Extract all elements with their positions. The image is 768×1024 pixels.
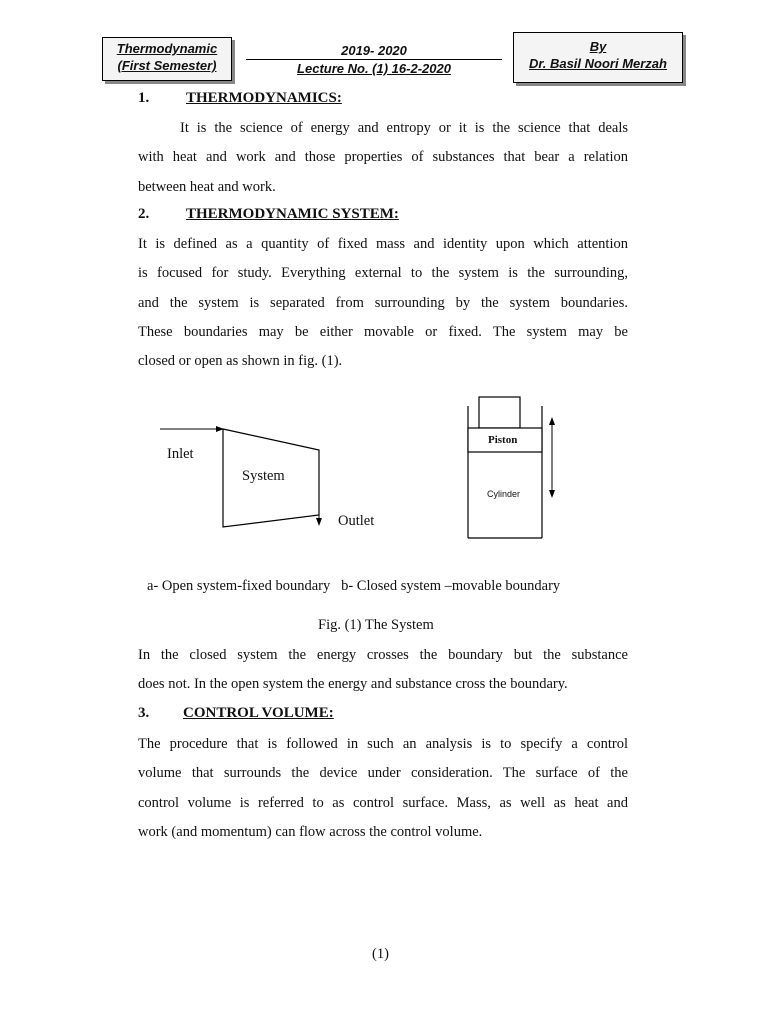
section-2-number: 2. [138, 206, 150, 222]
section-2-line: closed or open as shown in fig. (1). [138, 353, 343, 370]
piston-rod [479, 397, 520, 428]
figure-subcaption: a- Open system-fixed boundary b- Closed system –movable boundary [147, 578, 561, 594]
section-1-title: THERMODYNAMICS: [186, 90, 342, 106]
header-author-box [513, 32, 683, 83]
movement-arrow-up-head [549, 417, 555, 425]
section-3-paragraph [138, 730, 628, 847]
section-1-line: It is the science of energy and entropy or it is the science that deals [180, 120, 628, 136]
section-2-line: It is defined as a quantity of fixed mass and identity upon which attention [138, 236, 628, 252]
section-2-title: THERMODYNAMIC SYSTEM: [186, 206, 399, 222]
header-semester: (First Semester) [117, 58, 217, 73]
outlet-label: Outlet [338, 513, 375, 529]
section-3-heading [138, 705, 334, 722]
header-year: 2019- 2020 [246, 42, 502, 60]
outlet-arrow-head [316, 518, 322, 526]
header-lecture-number: Lecture No. (1) 16-2-2020 [297, 61, 451, 76]
section-3-number: 3. [138, 705, 150, 721]
section-1-number: 1. [138, 90, 150, 106]
closed-open-line: In the closed system the energy crosses the boundary but the substance [138, 647, 628, 663]
header-lecture-info [246, 42, 502, 77]
section-1-heading [138, 90, 342, 107]
section-1-paragraph [138, 114, 628, 202]
page-number: (1) [372, 946, 389, 962]
section-1-line: with heat and work and those properties of substances that bear a relation [138, 149, 628, 166]
section-2-line: and the system is separated from surrounding by the system boundaries. [138, 294, 628, 311]
section-3-title: CONTROL VOLUME: [183, 705, 334, 721]
inlet-label: Inlet [167, 446, 194, 462]
section-1-line: between heat and work. [138, 178, 276, 195]
section-3-line: work (and momentum) can flow across the control volume. [138, 823, 483, 840]
closed-system-diagram [455, 392, 575, 547]
system-label: System [242, 468, 285, 484]
closed-open-paragraph [138, 641, 628, 700]
closed-open-line: does not. In the open system the energy and substance cross the boundary. [138, 676, 568, 693]
header-course-title: Thermodynamic [116, 41, 218, 56]
section-2-line: These boundaries may be either movable or fixed. The system may be [138, 323, 628, 340]
header-course-box [102, 37, 232, 81]
header-author: Dr. Basil Noori Merzah [529, 56, 667, 71]
section-2-heading [138, 206, 399, 223]
header-by: By [589, 39, 607, 54]
section-2-line: is focused for study. Everything external to the system is the surrounding, [138, 265, 628, 282]
section-3-line: volume that surrounds the device under consideration. The surface of the [138, 765, 628, 782]
figure-caption: Fig. (1) The System [318, 617, 434, 633]
piston-label: Piston [488, 434, 518, 446]
section-2-paragraph [138, 230, 628, 376]
cylinder-label: Cylinder [487, 489, 521, 499]
section-3-line: control volume is referred to as control surface. Mass, as well as heat and [138, 794, 628, 811]
section-3-line: The procedure that is followed in such an analysis is to specify a control [138, 736, 628, 752]
movement-arrow-down-head [549, 490, 555, 498]
